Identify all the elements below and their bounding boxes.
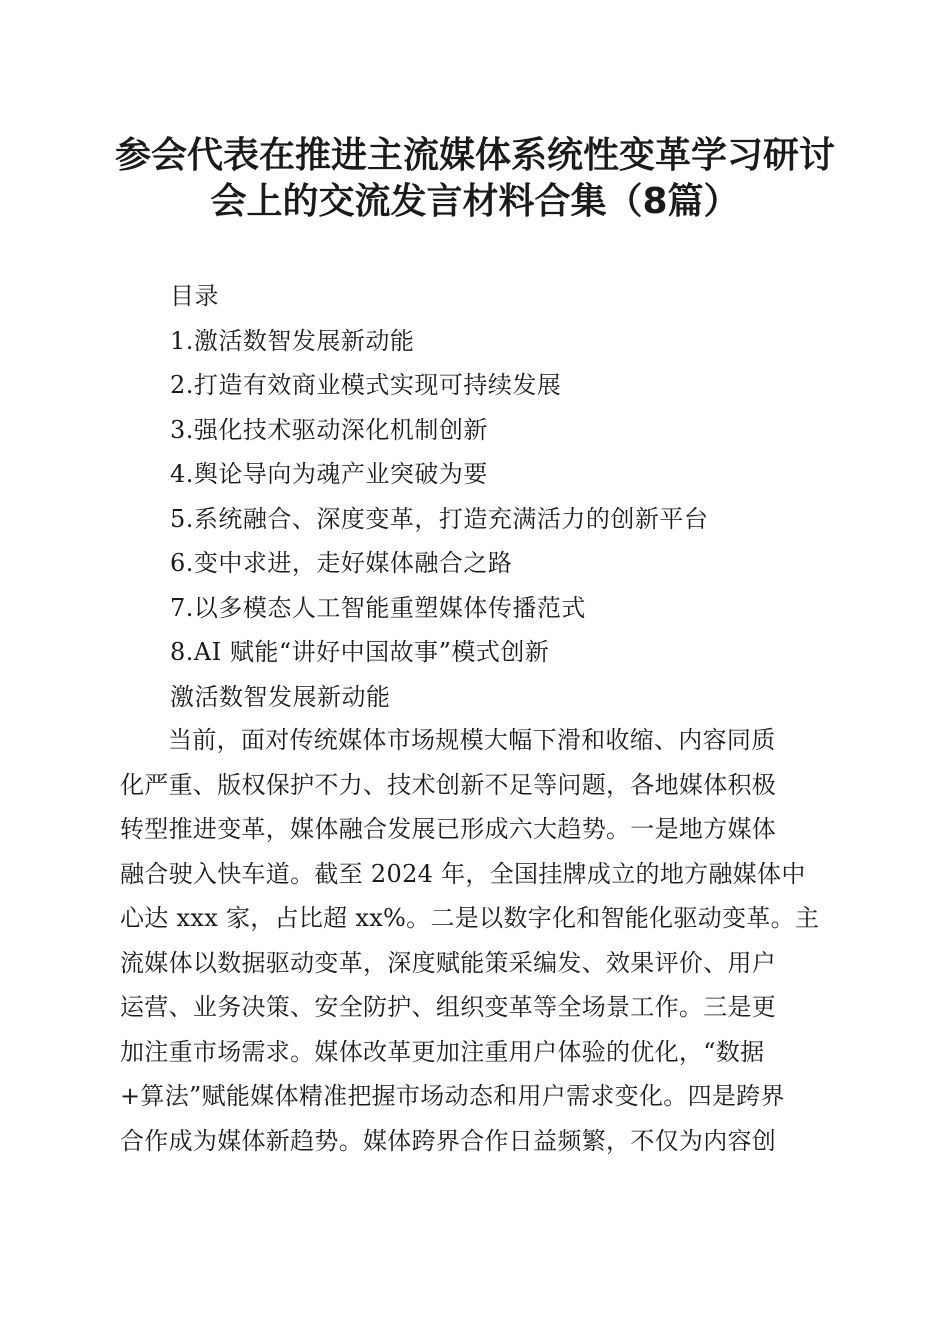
body-line-2: 化严重、版权保护不力、技术创新不足等问题，各地媒体积极 (120, 770, 777, 799)
section-heading: 激活数智发展新动能 (170, 682, 391, 711)
toc-item-2: 2.打造有效商业模式实现可持续发展 (170, 371, 562, 399)
body-paragraph (120, 718, 822, 1163)
toc-item-1: 1.激活数智发展新动能 (170, 326, 415, 355)
body-line-3: 转型推进变革，媒体融合发展已形成六大趋势。一是地方媒体 (120, 815, 777, 843)
toc-heading: 目录 (170, 282, 219, 310)
body-line-1: 当前，面对传统媒体市场规模大幅下滑和收缩、内容同质 (168, 726, 776, 754)
document-title (100, 133, 850, 225)
toc-item-5: 5.系统融合、深度变革，打造充满活力的创新平台 (170, 504, 709, 533)
toc-item-4: 4.舆论导向为魂产业突破为要 (170, 460, 488, 488)
body-line-9: +算法”赋能媒体精准把握市场动态和用户需求变化。四是跨界 (120, 1082, 785, 1110)
body-line-6: 流媒体以数据驱动变革，深度赋能策采编发、效果评价、用户 (120, 948, 777, 977)
body-line-5: 心达 xxx 家，占比超 xx%。二是以数字化和智能化驱动变革。主 (120, 904, 820, 932)
document-title-line-2: 会上的交流发言材料合集（8篇） (210, 181, 740, 222)
body-line-8: 加注重市场需求。媒体改革更加注重用户体验的优化，“数据 (120, 1037, 765, 1066)
toc-item-6: 6.变中求进，走好媒体融合之路 (170, 549, 513, 577)
toc-item-8: 8.AI 赋能“讲好中国故事”模式创新 (170, 638, 550, 666)
body-line-7: 运营、业务决策、安全防护、组织变革等全场景工作。三是更 (120, 993, 777, 1021)
toc-item-3: 3.强化技术驱动深化机制创新 (170, 415, 488, 444)
document-title-line-1: 参会代表在推进主流媒体系统性变革学习研讨 (114, 135, 835, 176)
body-line-10: 合作成为媒体新趋势。媒体跨界合作日益频繁，不仅为内容创 (120, 1126, 777, 1155)
body-line-4: 融合驶入快车道。截至 2024 年，全国挂牌成立的地方融媒体中 (120, 859, 806, 888)
table-of-contents (170, 274, 830, 719)
toc-item-7: 7.以多模态人工智能重塑媒体传播范式 (170, 593, 586, 622)
